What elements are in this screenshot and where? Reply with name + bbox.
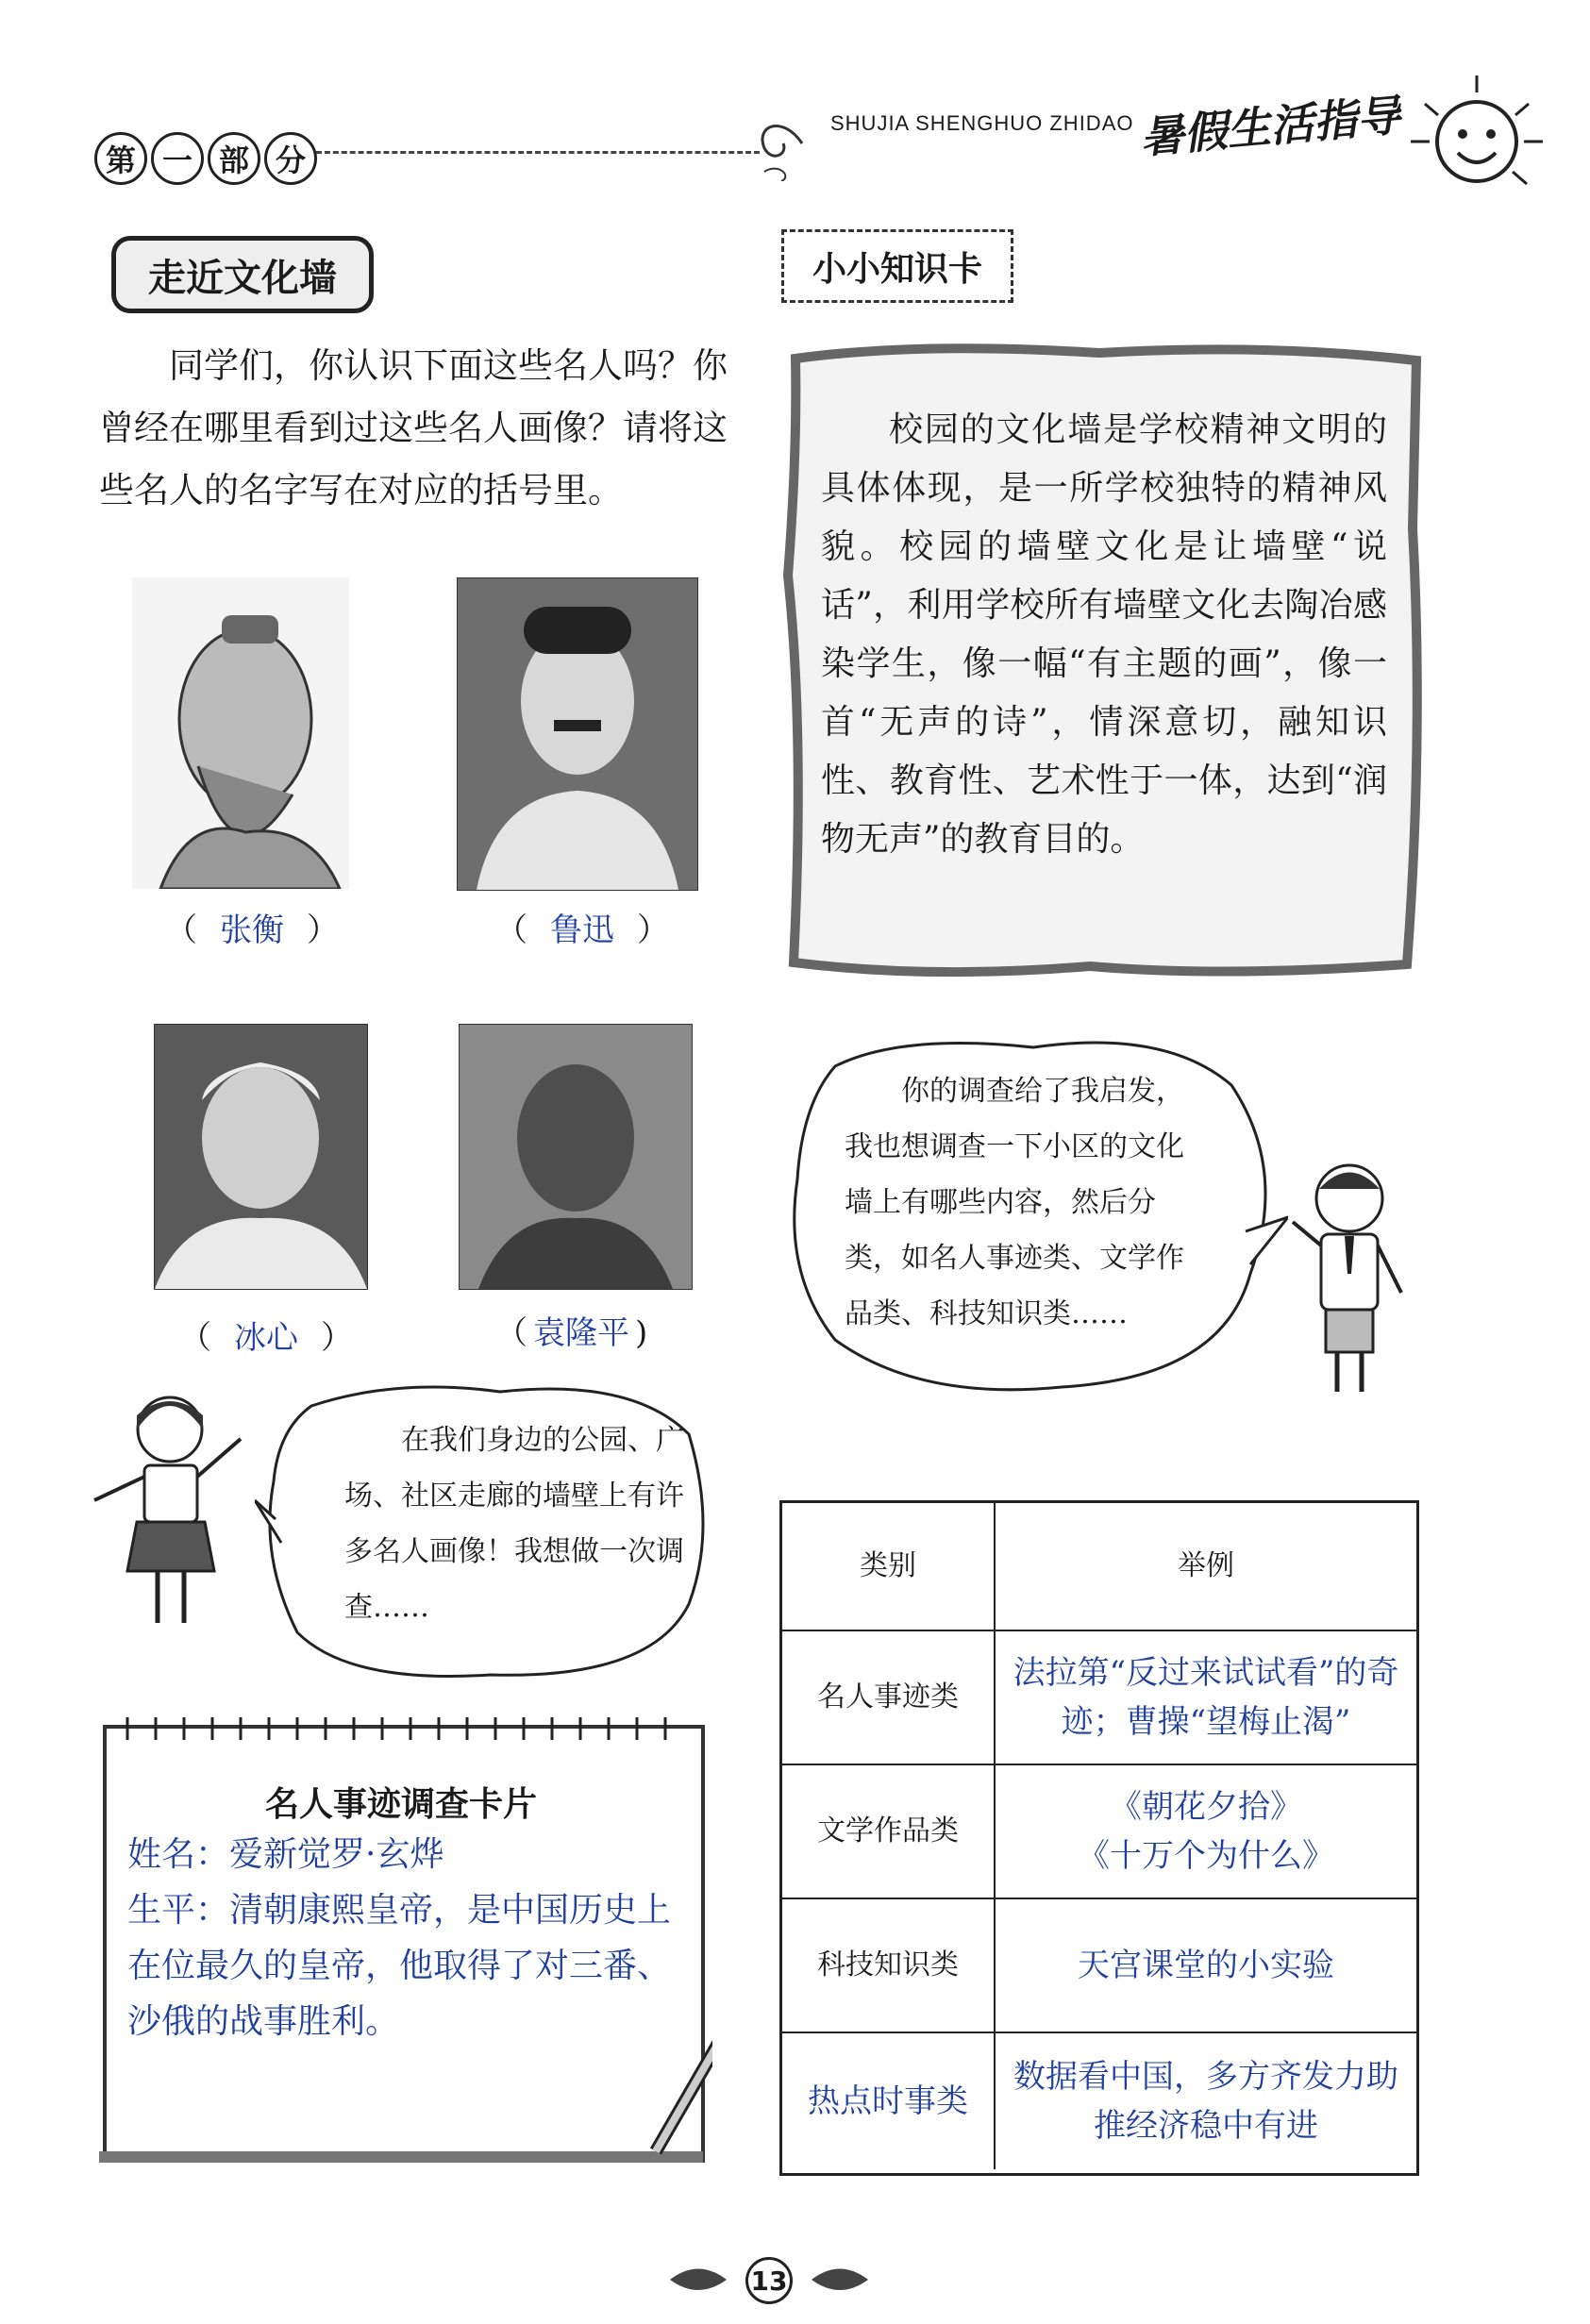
- knowledge-card-text: 校园的文化墙是学校精神文明的具体体现，是一所学校独特的精神风貌。校园的墙壁文化是让墙壁“说话”，利用学校所有墙壁文化去陶冶感染学生，像一幅“有主题的画”，像一首“无声的诗”，情深意切，融知识性、教育性、艺术性于一体，达到“润物无声”的教育目的。: [821, 410, 1387, 859]
- table-header-example: 举例: [996, 1503, 1416, 1631]
- part-char: 一: [151, 132, 204, 185]
- survey-card-bio: 生平：清朝康熙皇帝，是中国历史上在位最久的皇帝，他取得了对三番、沙俄的战事胜利。: [127, 1891, 672, 2041]
- culture-wall-table: [779, 1500, 1419, 2176]
- table-cell-example: 数据看中国，多方齐发力助推经济稳中有进: [1013, 2058, 1398, 2145]
- survey-card-title: 名人事迹调查卡片: [264, 1785, 537, 1824]
- table-header-category: 类别: [782, 1503, 996, 1631]
- answer-name: 鲁迅: [550, 911, 614, 949]
- part-char: 分: [264, 132, 317, 185]
- answer-name: 张衡: [220, 911, 284, 949]
- section-title: 走近文化墙: [111, 236, 374, 313]
- portrait-yuanlongping: [459, 1024, 693, 1290]
- table-cell-category: 文学作品类: [782, 1765, 996, 1899]
- part-char: 第: [94, 132, 147, 185]
- speech-bubble-boy-text: 你的调查给了我启发，我也想调查一下小区的文化墙上有哪些内容，然后分类，如名人事迹类、文学作品类、科技知识类……: [845, 1075, 1184, 1330]
- knowledge-card-title: 小小知识卡: [781, 229, 1013, 303]
- answer-name: 袁隆平: [533, 1314, 629, 1352]
- table-cell-category: 名人事迹类: [782, 1631, 996, 1765]
- part-label: [94, 132, 317, 185]
- answer-row: （ 冰心 ）: [179, 1319, 353, 1357]
- portrait-bingxin-drawing: [155, 1025, 367, 1289]
- answer-row: （ 鲁迅 ）: [495, 911, 669, 949]
- table-cell-category: 科技知识类: [782, 1899, 996, 2033]
- smiling-sun-icon: [1406, 66, 1548, 208]
- header-divider: [316, 151, 760, 154]
- boy-figure-icon: [1283, 1151, 1415, 1406]
- table-cell-example: 《朝花夕拾》 《十万个为什么》: [996, 1765, 1416, 1899]
- portrait-bingxin: [154, 1024, 368, 1290]
- portrait-luxun: [457, 577, 698, 891]
- portrait-zhangheng: [132, 577, 349, 889]
- survey-card-name: 姓名：爱新觉罗·玄烨: [127, 1835, 444, 1874]
- survey-card-body: [127, 1827, 684, 2049]
- answer-row: （ 袁隆平 ): [495, 1314, 648, 1352]
- portrait-yuanlongping-drawing: [460, 1025, 692, 1289]
- table-cell-example: 天宫课堂的小实验: [996, 1899, 1416, 2033]
- answer-name: 冰心: [234, 1319, 298, 1357]
- page-number: 13: [745, 2257, 793, 2304]
- header-pinyin: SHUJIA SHENGHUO ZHIDAO: [830, 111, 1134, 135]
- answer-row: （ 张衡 ）: [165, 911, 339, 949]
- intro-paragraph: 同学们，你认识下面这些名人吗？你曾经在哪里看到过这些名人画像？请将这些名人的名字写在对应的括号里。: [99, 345, 728, 510]
- girl-figure-icon: [90, 1382, 259, 1637]
- speech-bubble-girl-text: 在我们身边的公园、广场、社区走廊的墙壁上有许多名人画像！我想做一次调查……: [344, 1424, 684, 1624]
- swirl-ornament-icon: [745, 106, 812, 181]
- portrait-luxun-drawing: [458, 578, 697, 890]
- part-char: 部: [208, 132, 260, 185]
- table-cell-example: 法拉第“反过来试试看”的奇迹；曹操“望梅止渴”: [996, 1631, 1416, 1765]
- table-cell-category: 热点时事类: [782, 2033, 996, 2169]
- brand-logo: 暑假生活指导: [1138, 90, 1403, 163]
